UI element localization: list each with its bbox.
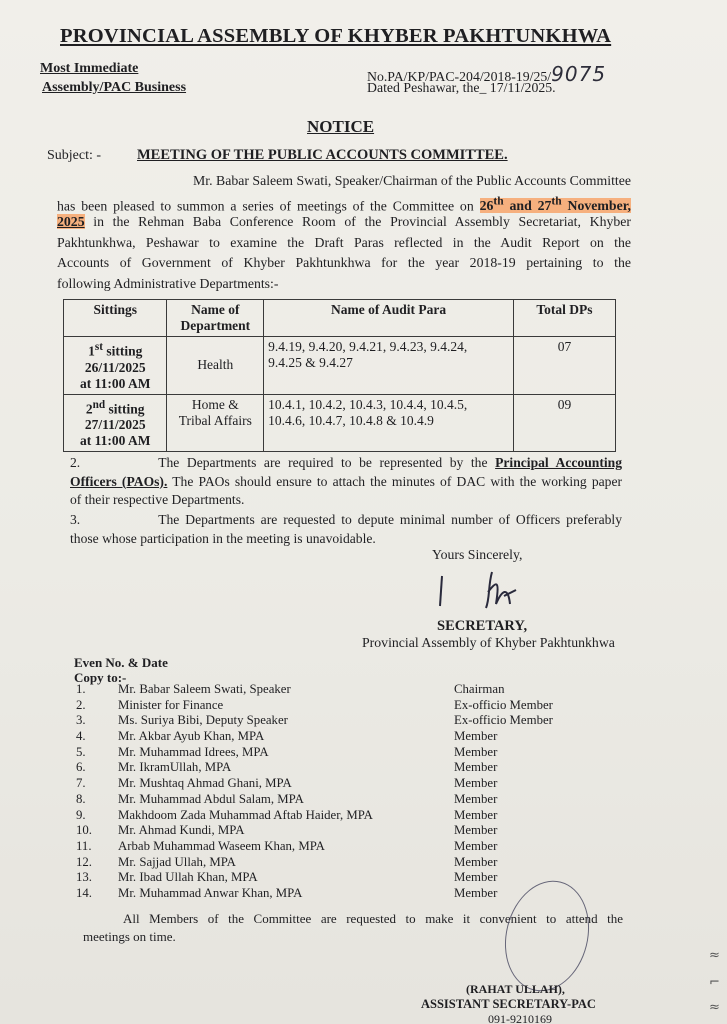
year-highlight: 2025 — [57, 214, 85, 229]
reference-number-text: No.PA/KP/PAC-204/2018-19/25/ — [367, 69, 552, 84]
item-role: Member — [454, 823, 498, 838]
item-name: Mr. Babar Saleem Swati, Speaker — [118, 682, 291, 696]
header-department: Name of Department — [167, 300, 264, 337]
list-item — [76, 698, 553, 714]
p1-line-3 — [57, 212, 631, 233]
p2-line-2-text: The PAOs should ensure to attach the minutes of DAC with the working paper — [167, 473, 623, 489]
p3-number: 3. — [70, 512, 81, 527]
list-item — [76, 839, 553, 855]
p1-line-5: Accounts of Government of Khyber Pakhtunkhwa for the year 2018-19 pertaining to the — [57, 255, 631, 270]
p3-line-2: those whose participation in the meeting is unavoidable. — [70, 530, 376, 546]
list-item — [76, 713, 553, 729]
item-name: Mr. Mushtaq Ahmad Ghani, MPA — [118, 776, 292, 791]
item-number: 8. — [76, 791, 86, 806]
department-home-tribal — [167, 394, 264, 452]
department-line-1: Home & — [191, 396, 239, 412]
copy-to-list — [76, 682, 553, 902]
item-name: Mr. Muhammad Anwar Khan, MPA — [118, 885, 303, 900]
total-dps-1: 07 — [513, 337, 615, 395]
signature — [430, 568, 530, 614]
audit-paras-1 — [264, 337, 514, 395]
item-number: 12. — [76, 854, 92, 869]
list-item — [76, 870, 553, 886]
list-item — [76, 855, 553, 871]
p2-line-2 — [70, 473, 622, 492]
p1-line-2-text: has been pleased to summon a series of meetings of the Committee on — [57, 198, 474, 214]
item-name: Mr. Akbar Ayub Khan, MPA — [118, 729, 265, 744]
dated-line: Dated Peshawar, the_ 17/11/2025. — [367, 80, 556, 95]
date-26: 26 — [479, 198, 494, 214]
list-item — [76, 792, 553, 808]
paras-line-2: 9.4.25 & 9.4.27 — [268, 355, 353, 370]
margin-mark: ⌐ — [709, 975, 720, 990]
item-name: Mr. Muhammad Abdul Salam, MPA — [118, 791, 304, 806]
schedule-table — [63, 299, 616, 452]
margin-mark: ≈ — [709, 1000, 720, 1015]
copy-to-label: Copy to:- — [74, 670, 127, 685]
item-number: 5. — [76, 744, 86, 759]
date-26-sup: th — [493, 195, 504, 208]
item-role: Chairman — [454, 682, 505, 696]
sitting-number: 2 — [85, 401, 93, 416]
notice-heading: NOTICE — [307, 117, 375, 136]
p1-line-1: Mr. Babar Saleem Swati, Speaker/Chairman of the Public Accounts Committee — [193, 173, 631, 188]
item-number: 2. — [76, 697, 86, 712]
total-dps-2: 09 — [513, 394, 615, 452]
item-number: 4. — [76, 729, 86, 744]
sitting-sup: st — [94, 341, 103, 353]
date-27-sup: th — [551, 195, 562, 208]
p2-line-1-text: The Departments are required to be represented by the — [158, 455, 488, 470]
department-line-2: Tribal Affairs — [178, 412, 252, 428]
item-number: 13. — [76, 870, 92, 885]
sitting-1-cell — [64, 337, 167, 395]
header-audit-para: Name of Audit Para — [264, 300, 514, 337]
item-name: Mr. Ahmad Kundi, MPA — [118, 823, 245, 838]
item-name: Mr. IkramUllah, MPA — [118, 760, 232, 775]
list-item — [76, 745, 553, 761]
item-role: Member — [454, 870, 498, 885]
item-number: 3. — [76, 713, 86, 728]
p3-line-1-text: The Departments are requested to depute minimal number of Officers preferably — [158, 512, 622, 527]
p3-line-1 — [70, 511, 622, 530]
list-item — [76, 776, 553, 792]
month-november: November, — [561, 198, 631, 214]
table-header-row — [64, 300, 616, 337]
sitting-word: sitting — [102, 343, 143, 359]
item-name: Makhdoom Zada Muhammad Aftab Haider, MPA — [118, 807, 373, 822]
item-role: Member — [454, 838, 498, 853]
paragraph-3 — [70, 511, 622, 548]
p1-line-2 — [57, 192, 631, 213]
margin-mark: ≈ — [709, 948, 720, 963]
signature-mark — [430, 568, 530, 614]
item-role: Member — [454, 744, 498, 759]
list-item — [76, 823, 553, 839]
secretary-org: Provincial Assembly of Khyber Pakhtunkhwa — [362, 635, 615, 650]
item-name: Mr. Sajjad Ullah, MPA — [118, 854, 236, 869]
item-number: 1. — [76, 682, 86, 696]
header-sittings: Sittings — [64, 300, 167, 337]
p1-line-3-text: in the Rehman Baba Conference Room of the Provincial Assembly Secretariat, Khyber — [84, 214, 631, 229]
header-total-dps: Total DPs — [513, 300, 615, 337]
table-row — [64, 337, 616, 395]
yours-sincerely: Yours Sincerely, — [432, 547, 523, 562]
footer-line-1: All Members of the Committee are requested to make it convenient to attend the — [123, 911, 623, 926]
secretary-designation: SECRETARY, — [437, 618, 528, 634]
date-27: and 27 — [503, 198, 552, 214]
item-name: Mr. Muhammad Idrees, MPA — [118, 744, 269, 759]
department-health: Health — [167, 337, 264, 395]
item-number: 14. — [76, 885, 92, 900]
meeting-dates-highlight — [479, 195, 631, 214]
audit-paras-2 — [264, 394, 514, 452]
priority-most-immediate: Most Immediate — [40, 61, 139, 76]
item-role: Member — [454, 776, 498, 791]
item-role: Member — [454, 885, 498, 900]
sitting-number: 1 — [88, 343, 95, 359]
sitting-time: at 11:00 AM — [79, 375, 151, 391]
list-item — [76, 760, 553, 776]
item-role: Member — [454, 760, 498, 775]
item-name: Ms. Suriya Bibi, Deputy Speaker — [118, 713, 288, 728]
p2-number: 2. — [70, 455, 81, 470]
sitting-2-cell — [64, 394, 167, 452]
list-item — [76, 682, 553, 698]
sitting-sup: nd — [92, 398, 106, 411]
p1-line-4: Pakhtunkhwa, Peshawar to examine the Draft Paras reflected in the Audit Report on the — [57, 234, 631, 250]
item-name: Minister for Finance — [118, 697, 224, 712]
item-role: Member — [454, 729, 498, 744]
item-role: Member — [454, 807, 498, 822]
assistant-secretary-designation: ASSISTANT SECRETARY-PAC — [421, 997, 596, 1011]
p1-line-6: following Administrative Departments:- — [57, 275, 279, 291]
assistant-secretary-phone: 091-9210169 — [488, 1012, 552, 1024]
paras-line-1: 9.4.19, 9.4.20, 9.4.21, 9.4.23, 9.4.24, — [268, 339, 468, 354]
p2-line-1 — [70, 454, 622, 473]
item-number: 10. — [76, 823, 92, 838]
subject-text: MEETING OF THE PUBLIC ACCOUNTS COMMITTEE. — [137, 147, 508, 163]
item-role: Member — [454, 791, 498, 806]
sitting-time: at 11:00 AM — [79, 433, 151, 448]
item-role: Ex-officio Member — [454, 697, 553, 712]
paras-line-1: 10.4.1, 10.4.2, 10.4.3, 10.4.4, 10.4.5, — [268, 396, 468, 412]
sitting-date: 27/11/2025 — [84, 417, 146, 432]
item-name: Arbab Muhammad Waseem Khan, MPA — [118, 838, 325, 853]
principal-accounting: Principal Accounting — [495, 455, 622, 470]
paragraph-1 — [57, 171, 631, 294]
item-name: Mr. Ibad Ullah Khan, MPA — [118, 870, 258, 885]
sitting-word: sitting — [105, 401, 145, 416]
item-role: Member — [454, 854, 498, 869]
item-number: 11. — [76, 838, 92, 853]
assembly-title: PROVINCIAL ASSEMBLY OF KHYBER PAKHTUNKHWA — [60, 25, 612, 47]
list-item — [76, 886, 553, 902]
priority-assembly-business: Assembly/PAC Business — [42, 80, 187, 95]
subject-label: Subject: - — [47, 148, 102, 163]
paragraph-2 — [70, 454, 622, 510]
item-number: 6. — [76, 760, 86, 775]
assistant-secretary-name: (RAHAT ULLAH), — [466, 982, 565, 996]
even-no-date: Even No. & Date — [74, 655, 168, 670]
item-number: 9. — [76, 807, 86, 822]
item-role: Ex-officio Member — [454, 713, 553, 728]
list-item — [76, 808, 553, 824]
officers-paos: Officers (PAOs). — [70, 473, 168, 489]
item-number: 7. — [76, 776, 86, 791]
footer-line-2: meetings on time. — [83, 929, 176, 944]
list-item — [76, 729, 553, 745]
signature-text: l Wk — [430, 568, 432, 569]
paras-line-2: 10.4.6, 10.4.7, 10.4.8 & 10.4.9 — [268, 412, 434, 428]
table-row — [64, 394, 616, 452]
p2-line-3: of their respective Departments. — [70, 492, 245, 507]
sitting-date: 26/11/2025 — [84, 359, 146, 375]
reference-handwritten: 9075 — [551, 62, 607, 86]
